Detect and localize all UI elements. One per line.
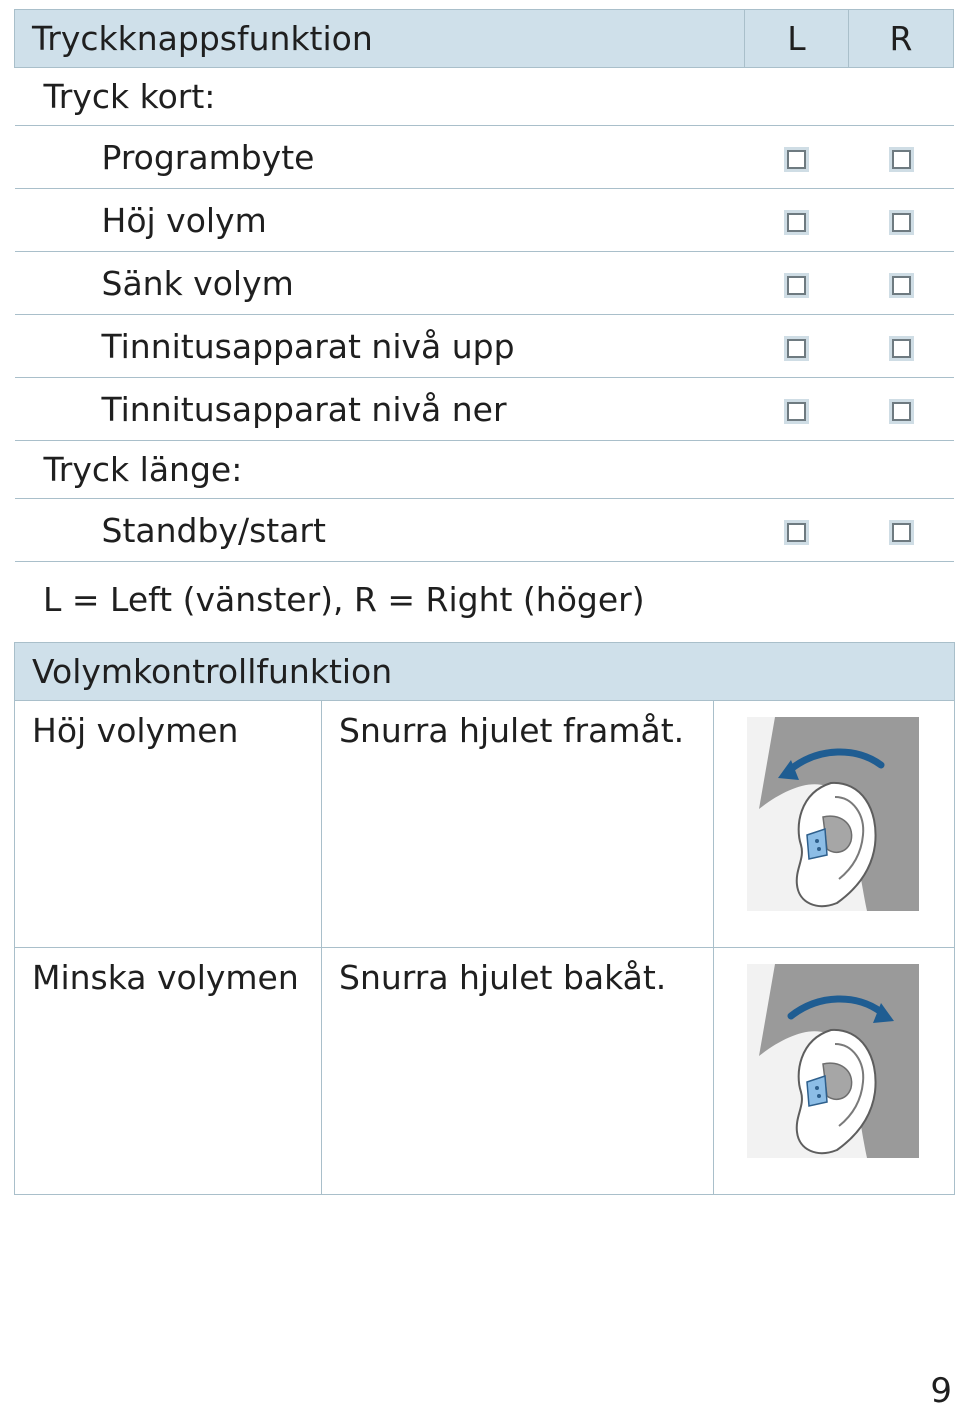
page-number: 9: [930, 1371, 952, 1411]
function-label: Sänk volym: [15, 252, 745, 315]
volume-table-header: [15, 643, 955, 701]
volume-action: Höj volymen: [15, 701, 322, 948]
volume-instruction: Snurra hjulet bakåt.: [322, 948, 714, 1195]
function-label: Höj volym: [15, 189, 745, 252]
ear-wheel-backward-icon: [747, 964, 919, 1158]
left-checkbox[interactable]: [787, 402, 806, 421]
table-row: [15, 378, 954, 441]
volume-control-table: [14, 642, 955, 1195]
left-checkbox[interactable]: [787, 523, 806, 542]
function-label: Tinnitusapparat nivå upp: [15, 315, 745, 378]
table-row: [15, 948, 955, 1195]
left-checkbox[interactable]: [787, 150, 806, 169]
header-left: L: [745, 10, 849, 68]
table-row: [15, 315, 954, 378]
group-row: [15, 68, 954, 126]
right-checkbox[interactable]: [892, 339, 911, 358]
right-checkbox[interactable]: [892, 276, 911, 295]
table-row: [15, 499, 954, 562]
ear-wheel-forward-icon: [747, 717, 919, 911]
left-checkbox[interactable]: [787, 213, 806, 232]
table-row: [15, 252, 954, 315]
volume-action: Minska volymen: [15, 948, 322, 1195]
function-label: Standby/start: [15, 499, 745, 562]
left-checkbox[interactable]: [787, 339, 806, 358]
right-checkbox[interactable]: [892, 523, 911, 542]
group-row: [15, 441, 954, 499]
volume-instruction: Snurra hjulet framåt.: [322, 701, 714, 948]
right-checkbox[interactable]: [892, 402, 911, 421]
left-checkbox[interactable]: [787, 276, 806, 295]
legend-note: L = Left (vänster), R = Right (höger): [43, 580, 645, 619]
header-function: Tryckknappsfunktion: [15, 10, 745, 68]
function-label: Programbyte: [15, 126, 745, 189]
volume-header: Volymkontrollfunktion: [15, 643, 955, 701]
function-label: Tinnitusapparat nivå ner: [15, 378, 745, 441]
right-checkbox[interactable]: [892, 150, 911, 169]
group-label-short-press: Tryck kort:: [15, 68, 954, 126]
table-row: [15, 701, 955, 948]
group-label-long-press: Tryck länge:: [15, 441, 954, 499]
push-table-header: [15, 10, 954, 68]
header-right: R: [849, 10, 954, 68]
right-checkbox[interactable]: [892, 213, 911, 232]
push-button-table: [14, 9, 954, 562]
table-row: [15, 189, 954, 252]
table-row: [15, 126, 954, 189]
